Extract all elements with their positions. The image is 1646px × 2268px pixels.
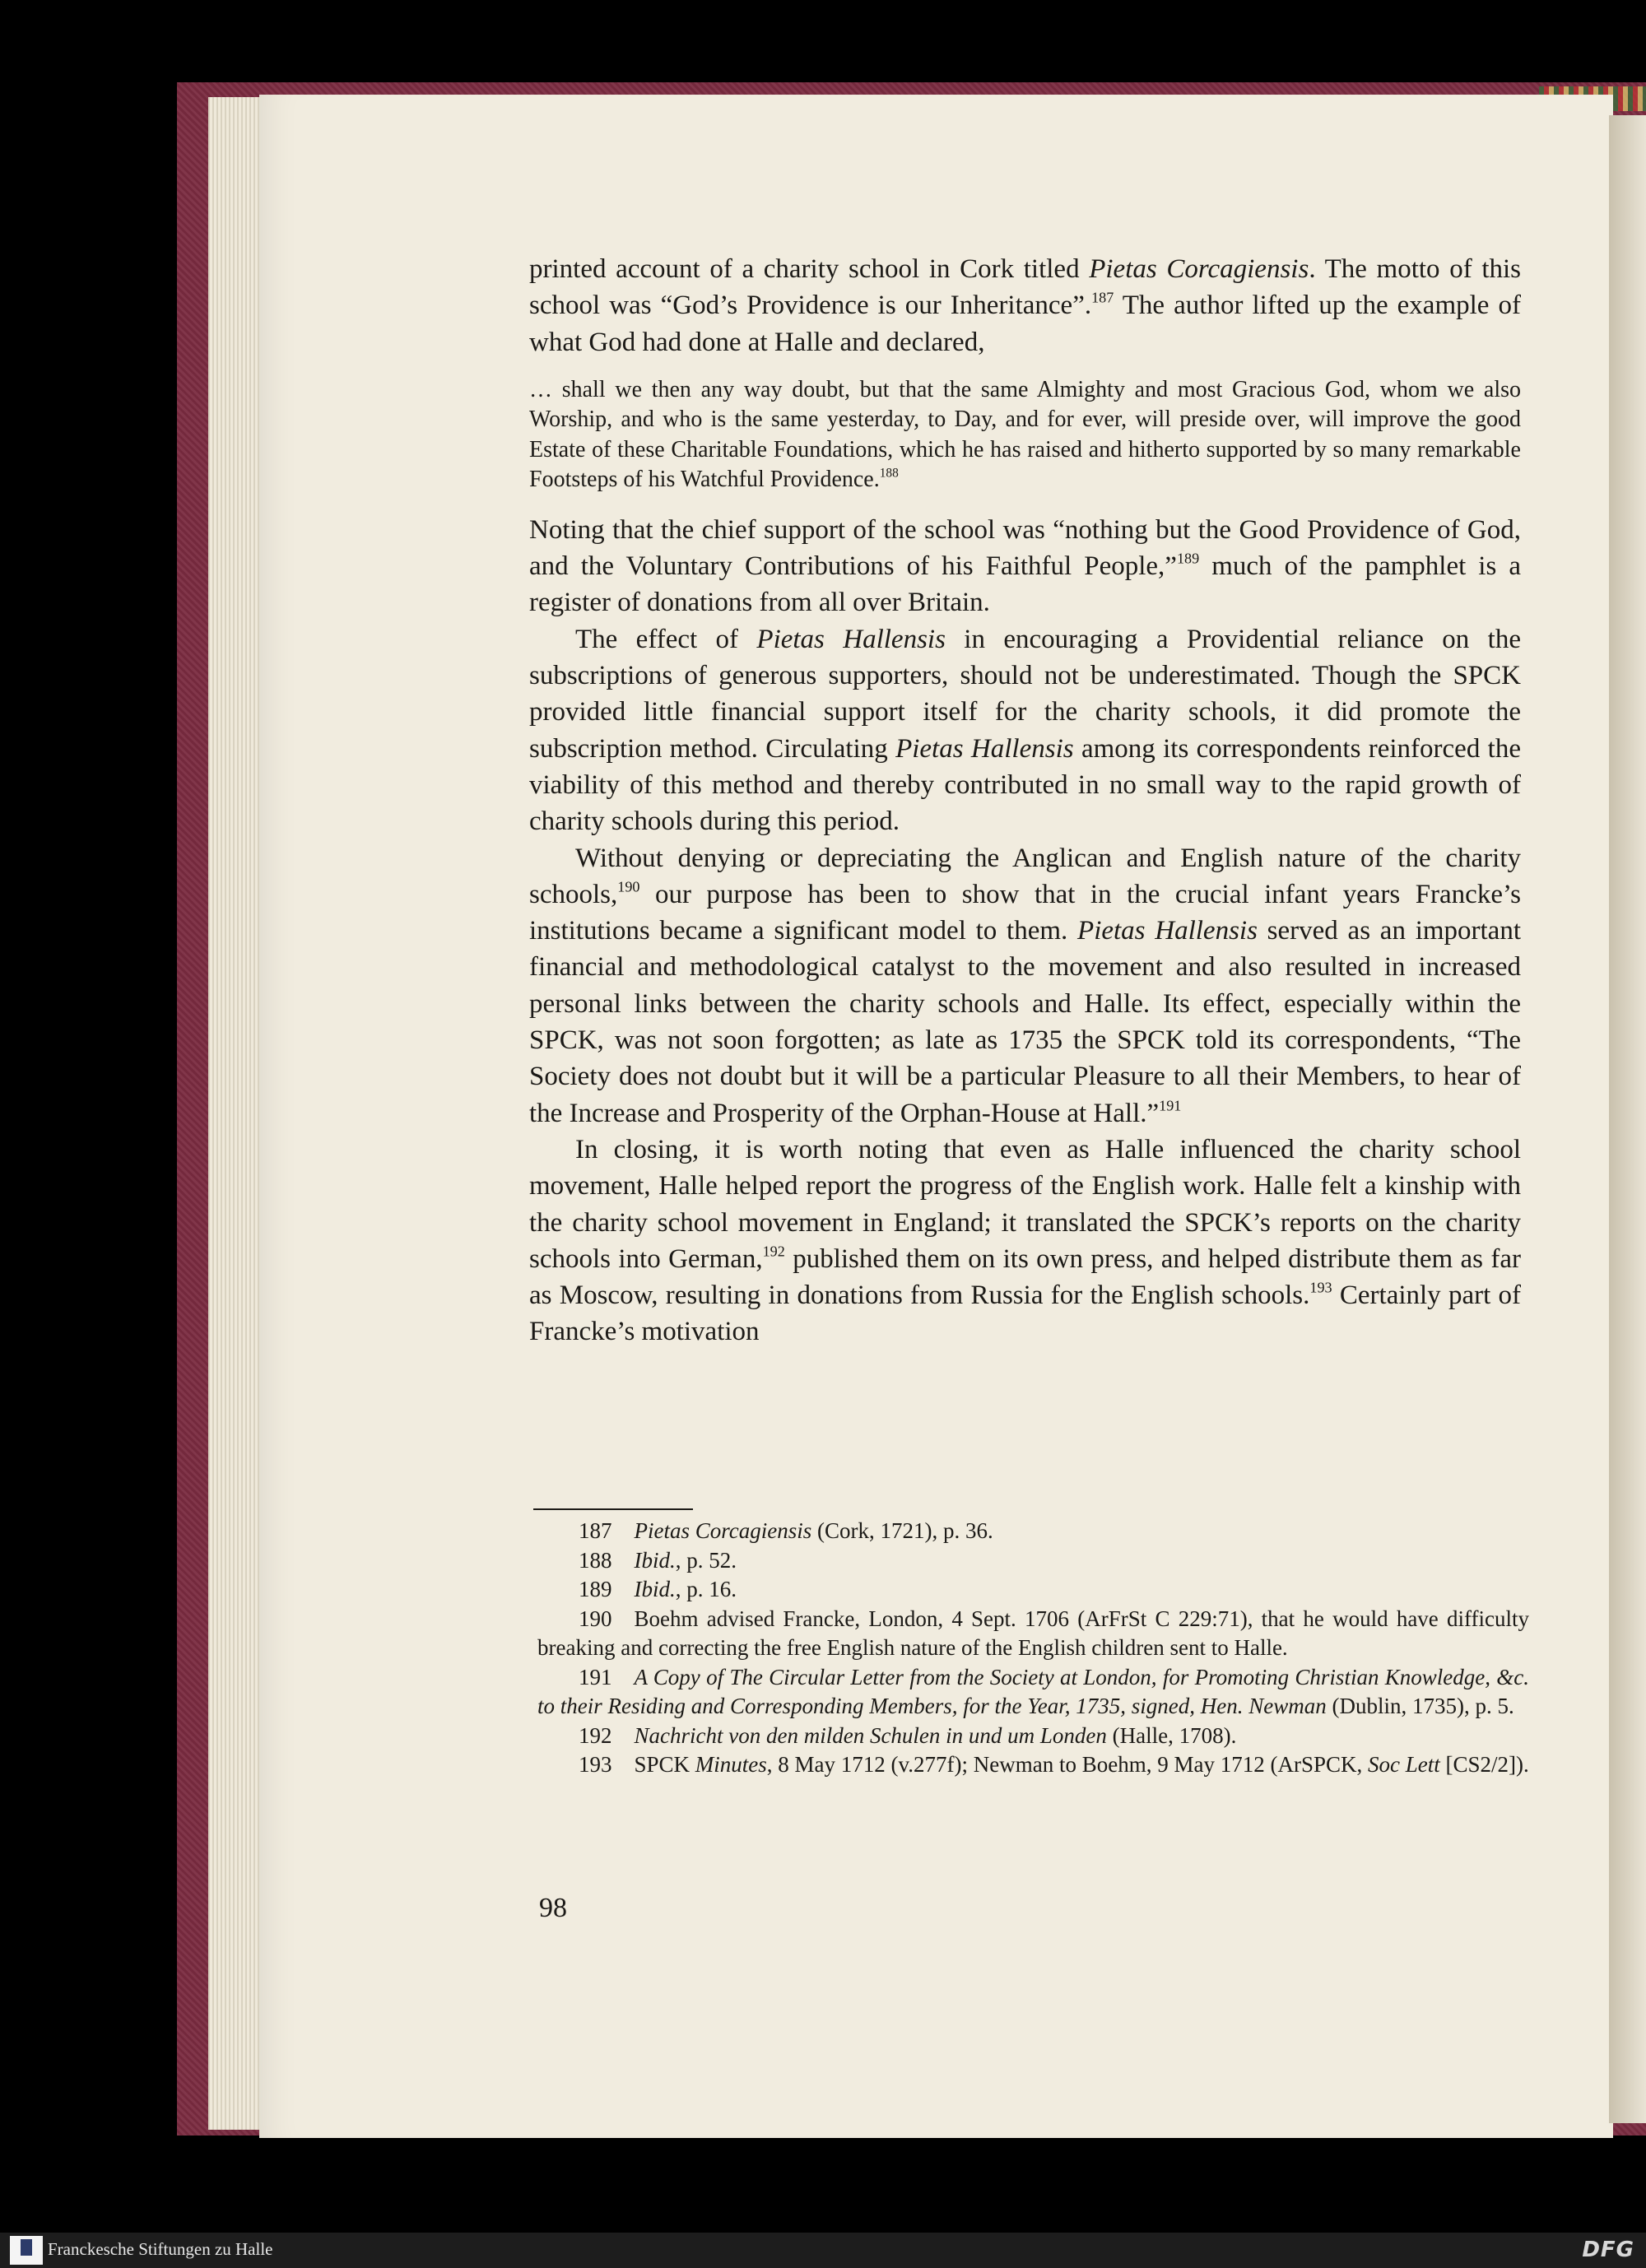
text-run: in encouraging a Providential reliance on the subscriptions of generous supporters, should not be underestimated. Though the SPCK provided little financial support itself for the charity schools, it did promote the subscription method. Circulating (529, 624, 1521, 764)
footnote (537, 1605, 1529, 1663)
institution-name[interactable]: Franckesche Stiftungen zu Halle (48, 2239, 273, 2259)
text-run: SPCK (634, 1752, 695, 1777)
viewer-footer (0, 2233, 1646, 2268)
footnote-number: 190 (579, 1606, 635, 1631)
footnote-number: 192 (579, 1722, 635, 1748)
institution-logo-icon (10, 2236, 43, 2265)
italic-text: A Copy of The Circular Letter from the Society at London, for Promoting Christian Knowledge, &c. to their Residing and Corresponding Members, for the Year, 1735, signed, Hen. Newman (537, 1664, 1529, 1718)
footnote (537, 1546, 1529, 1576)
italic-text: Nachricht von den milden Schulen in und um Londen (634, 1722, 1107, 1748)
paragraph-3 (529, 621, 1521, 840)
italic-text: Pietas Hallensis (756, 624, 946, 654)
page-gutter (1609, 115, 1646, 2123)
text-run: (Halle, 1708). (1106, 1722, 1237, 1748)
italic-text: Minutes (695, 1752, 767, 1777)
italic-text: Pietas Hallensis (1077, 916, 1258, 946)
footnote-number: 188 (579, 1547, 635, 1573)
italic-text: Soc Lett (1367, 1752, 1440, 1777)
footnote (537, 1663, 1529, 1722)
footnotes (537, 1517, 1529, 1780)
body-text (529, 251, 1521, 1350)
paragraph-2 (529, 512, 1521, 621)
footnote-number: 189 (579, 1577, 635, 1601)
text-run: published them on its own press, and helped distribute them as far as Moscow, resulting in donations from Russia for the English schools. (529, 1243, 1521, 1311)
text-run: , 8 May 1712 (v.277f); Newman to Boehm, 9 May 1712 (ArSPCK, (766, 1752, 1368, 1777)
text-run: . The motto of this school was “God’s Providence is our Inheritance”. (529, 254, 1521, 321)
text-run: much of the pamphlet is a register of donations from all over Britain. (529, 551, 1522, 618)
text-run: among its correspondents reinforced the viability of this method and thereby contributed in no small way to the rapid growth of charity schools during this period. (529, 733, 1521, 837)
italic-text: Pietas Hallensis (895, 733, 1074, 764)
footnote-number: 187 (579, 1518, 635, 1543)
text-run: … shall we then any way doubt, but that the same Almighty and most Gracious God, whom we also Worship, and who is the same yesterday, to Day, and for ever, will preside over, will improve the good Estate of these Charitable Foundations, which he has raised and hitherto supported by so many remarkable Footsteps of his Watchful Providence. (529, 376, 1521, 493)
footnote (537, 1517, 1529, 1546)
footnote-ref: 188 (879, 466, 899, 481)
italic-text: Pietas Corcagiensis (1089, 254, 1309, 284)
footnote-ref: 190 (617, 878, 640, 895)
text-run: (Cork, 1721), p. 36. (811, 1518, 993, 1543)
footnote (537, 1575, 1529, 1605)
footnote-ref: 193 (1309, 1279, 1332, 1296)
footnote-ref: 191 (1159, 1097, 1182, 1114)
footnote-number: 191 (579, 1664, 635, 1689)
text-run: [CS2/2]). (1439, 1752, 1529, 1777)
footnote-ref: 187 (1091, 289, 1114, 306)
text-run: Certainly part of Francke’s motivation (529, 1280, 1522, 1347)
footnote (537, 1750, 1529, 1780)
text-run: , p. 16. (675, 1577, 737, 1601)
text-run: printed account of a charity school in Cork titled (529, 254, 1090, 284)
block-quote (529, 375, 1521, 495)
paragraph-5 (529, 1132, 1521, 1350)
footnote (537, 1722, 1529, 1751)
text-run: The author lifted up the example of what God had done at Halle and declared, (529, 290, 1521, 357)
text-run: The effect of (575, 624, 757, 654)
paragraph-1 (529, 251, 1521, 360)
text-run: Without denying or depreciating the Anglican and English nature of the charity schools, (529, 843, 1521, 909)
footnote-rule (533, 1508, 693, 1510)
italic-text: Ibid. (634, 1547, 676, 1573)
footnote-number: 193 (579, 1752, 635, 1777)
dfg-logo[interactable]: DFG (1582, 2238, 1634, 2262)
text-run: (Dublin, 1735), p. 5. (1326, 1694, 1514, 1718)
text-run: , p. 52. (675, 1547, 737, 1573)
text-run: Noting that the chief support of the school was “nothing but the Good Providence of God, and the Voluntary Contributions of his Faithful People,” (529, 514, 1521, 582)
page-edges (208, 97, 266, 2130)
footnote-ref: 192 (762, 1243, 785, 1260)
text-run: In closing, it is worth noting that even as Halle influenced the charity school movement, Halle helped report the progress of the English work. Halle felt a kinship with the charity school movement in England; it translated the SPCK’s reports on the charity schools into German, (529, 1134, 1521, 1274)
paragraph-4 (529, 840, 1521, 1132)
italic-text: Pietas Corcagiensis (634, 1518, 812, 1543)
page-number: 98 (539, 1893, 567, 1923)
text-run: our purpose has been to show that in the crucial infant years Francke’s institutions became a significant model to them. (529, 879, 1521, 946)
text-run: served as an important financial and methodological catalyst to the movement and also resulted in increased personal links between the charity schools and Halle. Its effect, especially within the SPCK, was not soon forgotten; as late as 1735 the SPCK told its correspondents, “The Society does not doubt but it will be a particular Pleasure to all their Members, to hear of the Increase and Prosperity of the Orphan-House at Hall.” (529, 916, 1521, 1128)
text-run: Boehm advised Francke, London, 4 Sept. 1706 (ArFrSt C 229:71), that he would have difficulty breaking and correcting the free English nature of the English children sent to Halle. (537, 1606, 1529, 1660)
italic-text: Ibid. (634, 1577, 676, 1601)
footnote-ref: 189 (1176, 550, 1200, 567)
